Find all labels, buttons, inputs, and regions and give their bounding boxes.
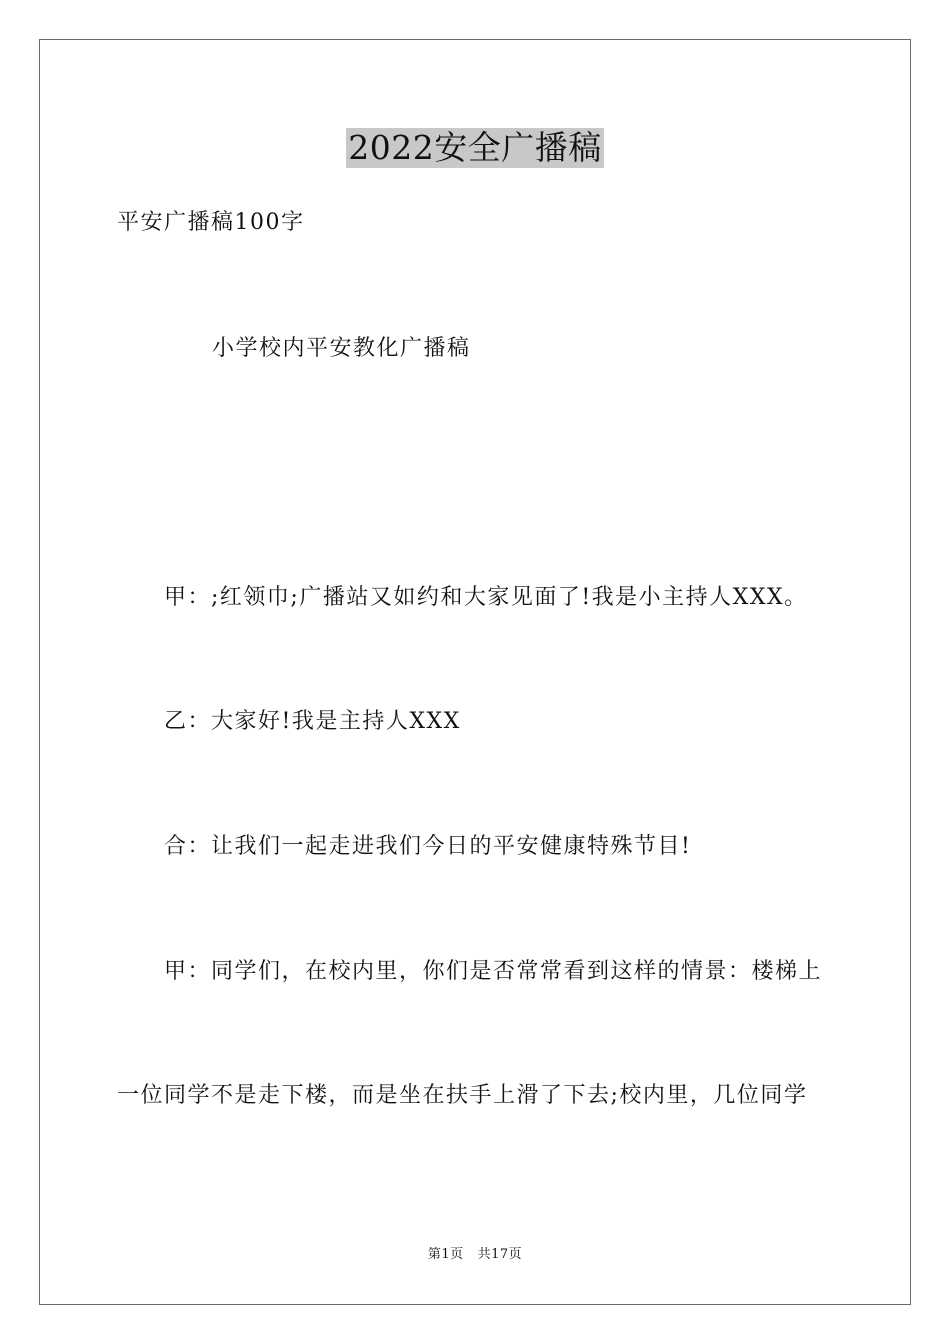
- paragraph-line: 甲：;红领巾;广播站又如约和大家见面了!我是小主持人XXX。: [164, 585, 808, 610]
- paragraph-line: 甲：同学们，在校内里，你们是否常常看到这样的情景：楼梯上: [164, 959, 823, 984]
- page-number: 第1页: [427, 1247, 464, 1262]
- page-footer: [0, 1246, 950, 1264]
- section-heading: 小学校内平安教化广播稿: [212, 336, 471, 361]
- paragraph-line: 乙：大家好!我是主持人XXX: [164, 709, 461, 734]
- paragraph-line: 合：让我们一起走进我们今日的平安健康特殊节目!: [164, 834, 692, 859]
- page-total: 共17页: [477, 1247, 523, 1262]
- title-container: [0, 128, 950, 168]
- paragraph-line: 一位同学不是走下楼，而是坐在扶手上滑了下去;校内里，几位同学: [117, 1083, 808, 1108]
- document-subtitle: 平安广播稿100字: [117, 210, 305, 235]
- document-title: 2022安全广播稿: [348, 128, 602, 167]
